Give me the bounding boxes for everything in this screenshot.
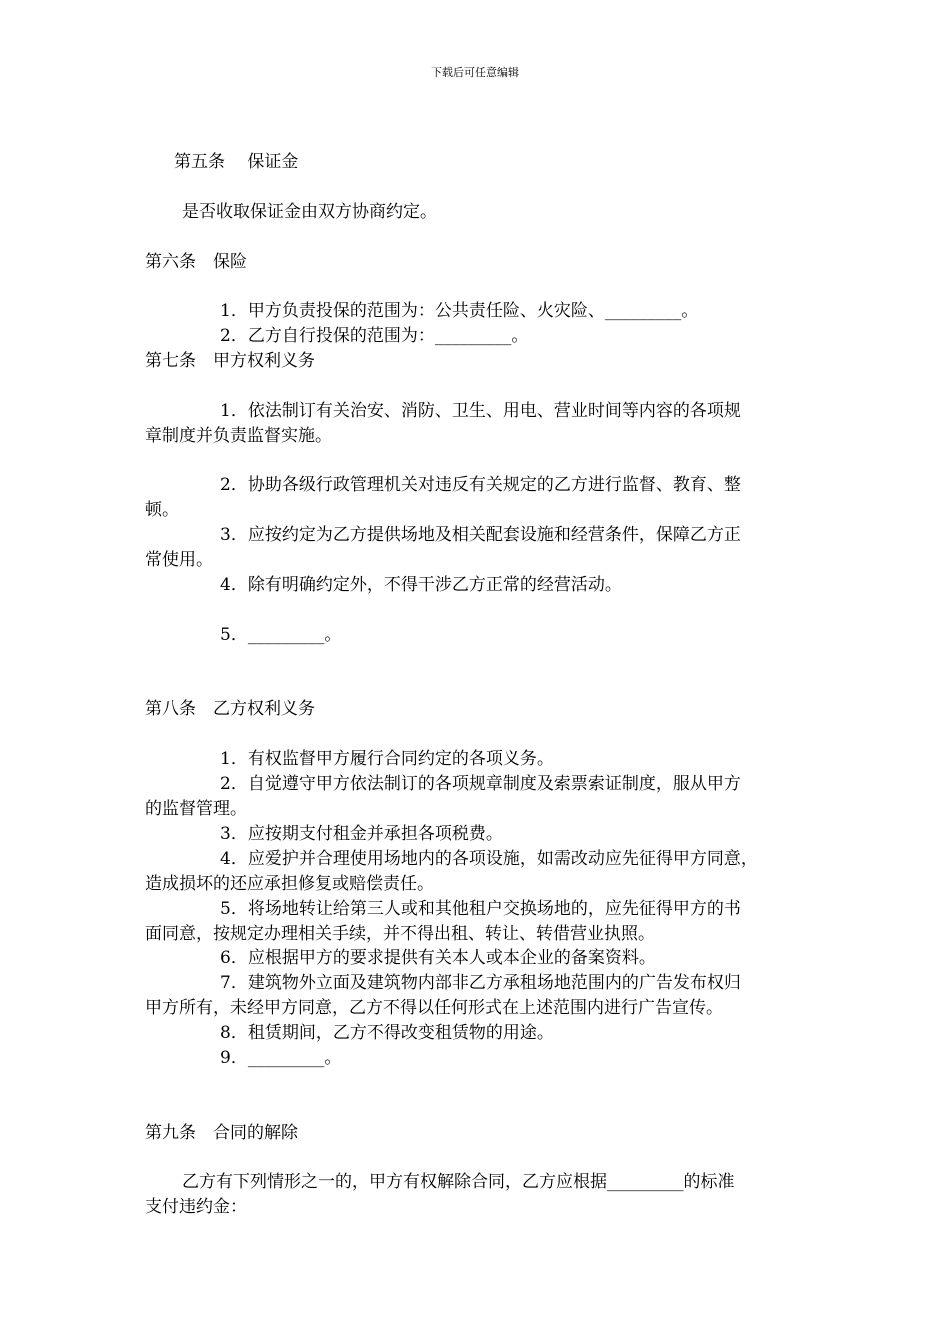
article-9-heading: 第九条 合同的解除 [145, 1123, 298, 1143]
article-5-heading: 第五条 保证金 [174, 152, 299, 172]
article-7-heading: 第七条 甲方权利义务 [145, 351, 315, 371]
article-7-item-2: 2．协助各级行政管理机关对违反有关规定的乙方进行监督、教育、整 [220, 475, 741, 495]
article-8-item-2: 2．自觉遵守甲方依法制订的各项规章制度及索票索证制度，服从甲方 [220, 774, 741, 794]
article-8-item-8: 8．租赁期间，乙方不得改变租赁物的用途。 [220, 1023, 554, 1043]
article-7-item-5: 5．_________。 [220, 625, 342, 645]
article-8-item-7: 7．建筑物外立面及建筑物内部非乙方承租场地范围内的广告发布权归 [220, 973, 741, 993]
article-8-item-7-cont: 甲方所有，未经甲方同意，乙方不得以任何形式在上述范围内进行广告宣传。 [145, 998, 723, 1018]
article-8-item-3: 3．应按期支付租金并承担各项税费。 [220, 824, 503, 844]
article-6-item-2: 2．乙方自行投保的范围为：_________。 [220, 326, 529, 346]
article-6-heading: 第六条 保险 [145, 252, 247, 272]
article-7-item-4: 4．除有明确约定外，不得干涉乙方正常的经营活动。 [220, 575, 622, 595]
article-6-item-1: 1．甲方负责投保的范围为：公共责任险、火灾险、_________。 [220, 301, 699, 321]
article-8-item-5-cont: 面同意，按规定办理相关手续，并不得出租、转让、转借营业执照。 [145, 924, 655, 944]
article-5-text: 是否收取保证金由双方协商约定。 [182, 202, 437, 222]
article-9-text: 乙方有下列情形之一的，甲方有权解除合同，乙方应根据_________的标准 [182, 1172, 735, 1192]
article-7-item-1-cont: 章制度并负责监督实施。 [145, 426, 332, 446]
article-8-item-4: 4．应爱护并合理使用场地内的各项设施，如需改动应先征得甲方同意， [220, 849, 758, 869]
page-header: 下载后可任意编辑 [431, 66, 519, 79]
article-7-item-3: 3．应按约定为乙方提供场地及相关配套设施和经营条件，保障乙方正 [220, 525, 741, 545]
article-7-item-2-cont: 顿。 [145, 500, 179, 520]
article-7-item-3-cont: 常使用。 [145, 550, 213, 570]
article-8-item-5: 5．将场地转让给第三人或和其他租户交换场地的，应先征得甲方的书 [220, 899, 741, 919]
article-8-item-1: 1．有权监督甲方履行合同约定的各项义务。 [220, 749, 554, 769]
article-7-item-1: 1．依法制订有关治安、消防、卫生、用电、营业时间等内容的各项规 [220, 401, 741, 421]
article-8-item-4-cont: 造成损坏的还应承担修复或赔偿责任。 [145, 874, 434, 894]
article-8-heading: 第八条 乙方权利义务 [145, 699, 315, 719]
article-8-item-9: 9．_________。 [220, 1048, 342, 1068]
article-9-text-cont: 支付违约金： [145, 1197, 247, 1217]
article-8-item-6: 6．应根据甲方的要求提供有关本人或本企业的备案资料。 [220, 948, 656, 968]
article-8-item-2-cont: 的监督管理。 [145, 799, 247, 819]
